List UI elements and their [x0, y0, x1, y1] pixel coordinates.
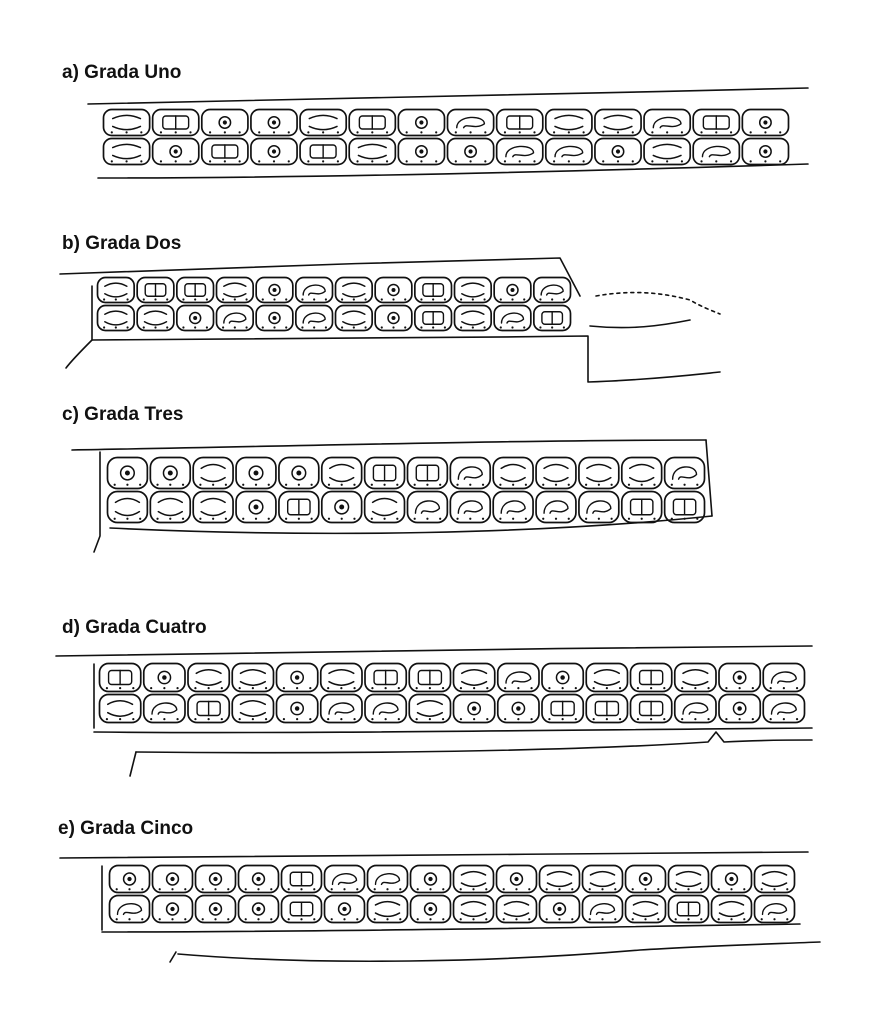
glyph-block: [595, 110, 641, 136]
glyph-block: [675, 695, 716, 723]
glyph-block: [239, 866, 279, 893]
glyph-block: [498, 664, 539, 692]
panel-b-step-outline: [60, 258, 720, 382]
glyph-block: [579, 492, 619, 523]
glyph-block: [108, 458, 148, 489]
glyph-block: [415, 306, 452, 331]
glyph-block: [177, 278, 214, 303]
glyph-block: [236, 492, 276, 523]
glyph-block: [448, 110, 494, 136]
glyph-block: [454, 695, 495, 723]
glyph-block: [375, 278, 412, 303]
glyph-block: [188, 695, 229, 723]
glyph-block: [450, 458, 490, 489]
glyph-block: [579, 458, 619, 489]
glyph-block: [365, 664, 406, 692]
glyph-block: [542, 695, 583, 723]
glyph-block: [454, 896, 494, 923]
glyph-block: [693, 139, 739, 165]
glyph-block: [586, 664, 627, 692]
glyph-block: [595, 139, 641, 165]
panel-d-step-outline: [56, 646, 812, 776]
glyph-block: [408, 492, 448, 523]
glyph-block: [763, 695, 804, 723]
glyph-block: [411, 896, 451, 923]
glyph-block: [398, 139, 444, 165]
glyph-block: [98, 278, 135, 303]
glyph-block: [153, 110, 199, 136]
glyph-block: [493, 492, 533, 523]
glyph-block: [236, 458, 276, 489]
glyph-block: [325, 866, 365, 893]
glyph-block: [202, 139, 248, 165]
glyph-block: [232, 664, 273, 692]
glyph-block: [497, 139, 543, 165]
glyph-block: [251, 139, 297, 165]
glyph-block: [232, 695, 273, 723]
glyph-block: [712, 866, 752, 893]
glyph-block: [336, 278, 373, 303]
panel-b-label: b) Grada Dos: [62, 233, 182, 254]
glyph-block: [277, 664, 318, 692]
glyph-block: [321, 664, 362, 692]
glyph-block: [534, 306, 571, 331]
glyph-block: [108, 492, 148, 523]
glyph-block: [349, 139, 395, 165]
glyph-block: [669, 866, 709, 893]
glyph-block: [150, 458, 190, 489]
glyph-block: [536, 458, 576, 489]
glyph-block: [669, 896, 709, 923]
glyph-block: [497, 866, 537, 893]
glyph-block: [665, 458, 705, 489]
glyph-block: [644, 139, 690, 165]
glyph-block: [279, 492, 319, 523]
glyph-block: [144, 695, 185, 723]
glyph-block: [498, 695, 539, 723]
glyph-block: [336, 306, 373, 331]
glyph-block: [217, 278, 254, 303]
glyph-block: [540, 896, 580, 923]
glyph-block: [100, 695, 141, 723]
glyph-block: [763, 664, 804, 692]
glyph-block: [104, 139, 150, 165]
glyph-block: [282, 866, 322, 893]
glyph-block: [277, 695, 318, 723]
glyph-block: [144, 664, 185, 692]
glyph-block: [300, 110, 346, 136]
glyph-block: [196, 866, 236, 893]
glyph-block: [188, 664, 229, 692]
glyph-block: [325, 896, 365, 923]
panel-e-label: e) Grada Cinco: [58, 818, 194, 839]
glyph-block: [398, 110, 444, 136]
glyph-block: [296, 306, 333, 331]
glyph-block: [177, 306, 214, 331]
glyph-block: [150, 492, 190, 523]
glyph-block: [542, 664, 583, 692]
panel-d-glyph-band: [100, 664, 805, 723]
glyph-block: [546, 139, 592, 165]
glyph-block: [494, 278, 531, 303]
glyph-block: [300, 139, 346, 165]
glyph-block: [631, 664, 672, 692]
glyph-block: [408, 458, 448, 489]
panel-d-label: d) Grada Cuatro: [62, 617, 207, 638]
glyph-block: [534, 278, 571, 303]
glyph-block: [742, 110, 788, 136]
glyph-block: [322, 492, 362, 523]
glyph-block: [409, 695, 450, 723]
glyph-block: [546, 110, 592, 136]
glyph-block: [193, 458, 233, 489]
glyph-block: [448, 139, 494, 165]
glyph-block: [626, 866, 666, 893]
panel-b-glyph-band: [98, 278, 571, 331]
glyph-block: [153, 866, 193, 893]
glyph-block: [365, 492, 405, 523]
glyph-block: [755, 866, 795, 893]
glyph-block: [217, 306, 254, 331]
glyph-block: [256, 306, 293, 331]
glyph-block: [202, 110, 248, 136]
glyph-block: [349, 110, 395, 136]
glyph-block: [409, 664, 450, 692]
glyph-block: [415, 278, 452, 303]
glyph-block: [296, 278, 333, 303]
glyph-block: [626, 896, 666, 923]
glyph-block: [321, 695, 362, 723]
glyph-block: [137, 278, 174, 303]
glyph-block: [411, 866, 451, 893]
glyph-block: [110, 896, 150, 923]
glyph-block: [153, 896, 193, 923]
glyph-block: [455, 278, 492, 303]
glyph-block: [755, 896, 795, 923]
glyph-block: [137, 306, 174, 331]
glyph-block: [368, 866, 408, 893]
glyph-block: [110, 866, 150, 893]
glyph-block: [540, 866, 580, 893]
glyph-block: [494, 306, 531, 331]
panel-a-label: a) Grada Uno: [62, 62, 182, 83]
glyph-block: [586, 695, 627, 723]
panel-c-label: c) Grada Tres: [62, 404, 184, 425]
glyph-block: [196, 896, 236, 923]
glyph-block: [454, 664, 495, 692]
glyph-block: [622, 458, 662, 489]
glyph-block: [693, 110, 739, 136]
glyph-block: [644, 110, 690, 136]
glyph-block: [583, 896, 623, 923]
glyph-block: [279, 458, 319, 489]
panel-c-glyph-band: [108, 458, 705, 523]
glyph-block: [719, 695, 760, 723]
glyph-block: [193, 492, 233, 523]
glyph-block: [365, 695, 406, 723]
glyph-block: [256, 278, 293, 303]
glyph-block: [497, 110, 543, 136]
glyph-block: [622, 492, 662, 523]
glyph-block: [282, 896, 322, 923]
glyph-block: [375, 306, 412, 331]
glyph-block: [712, 896, 752, 923]
glyph-block: [239, 896, 279, 923]
glyph-block: [322, 458, 362, 489]
glyph-block: [675, 664, 716, 692]
glyph-block: [368, 896, 408, 923]
panel-e-glyph-band: [110, 866, 795, 923]
glyph-block: [455, 306, 492, 331]
glyph-block: [742, 139, 788, 165]
glyph-block: [104, 110, 150, 136]
glyph-block: [493, 458, 533, 489]
glyph-block: [497, 896, 537, 923]
glyph-block: [631, 695, 672, 723]
glyph-block: [583, 866, 623, 893]
glyph-block: [98, 306, 135, 331]
glyph-block: [450, 492, 490, 523]
glyph-block: [536, 492, 576, 523]
glyph-block: [454, 866, 494, 893]
glyph-block: [719, 664, 760, 692]
glyph-block: [153, 139, 199, 165]
glyph-block: [365, 458, 405, 489]
panel-a-glyph-band: [104, 110, 789, 165]
glyph-block: [251, 110, 297, 136]
glyph-block: [100, 664, 141, 692]
